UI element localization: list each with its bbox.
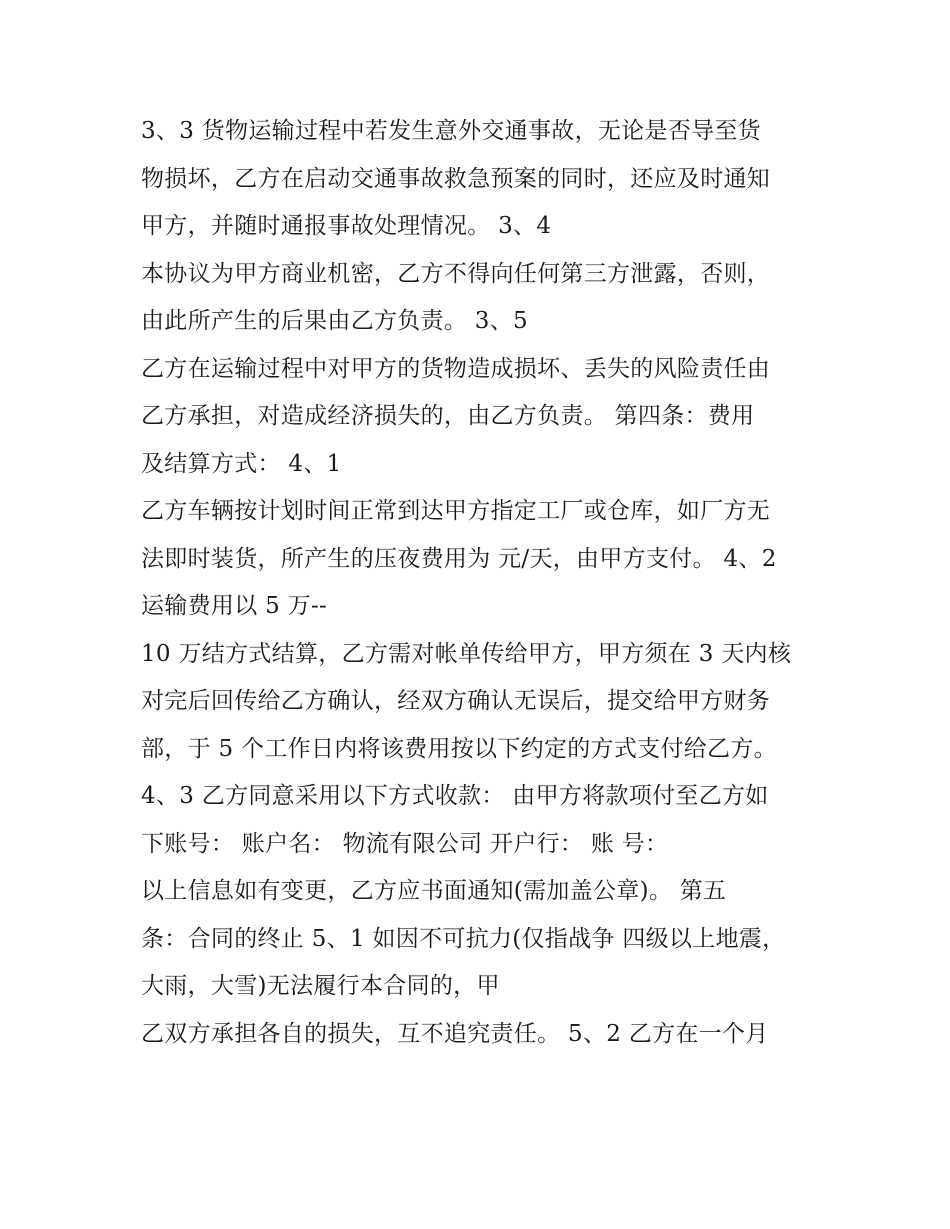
text-line: 对完后回传给乙方确认，经双方确认无误后，提交给甲方财务 (141, 688, 771, 714)
text-line: 乙双方承担各自的损失，互不追究责任。 5、2 乙方在一个月 (141, 1020, 769, 1047)
text-line: 4、3 乙方同意采用以下方式收款： 由甲方将款项付至乙方如 (141, 783, 769, 809)
text-line: 部，于 5 个工作日内将该费用按以下约定的方式支付给乙方。 (141, 735, 777, 762)
text-line: 运输费用以 5 万-- (141, 593, 328, 619)
text-line: 3、3 货物运输过程中若发生意外交通事故，无论是否导至货 (141, 118, 761, 144)
text-line: 乙方车辆按计划时间正常到达甲方指定工厂或仓库，如厂方无 (141, 498, 771, 524)
text-line: 物损坏，乙方在启动交通事故救急预案的同时，还应及时通知 (141, 165, 771, 192)
text-line: 大雨，大雪)无法履行本合同的，甲 (141, 973, 500, 999)
text-line: 以上信息如有变更，乙方应书面通知(需加盖公章)。 第五 (141, 878, 727, 904)
text-line: 下账号： 账户名： 物流有限公司 开户行： 账 号： (141, 830, 669, 857)
text-line: 及结算方式： 4、1 (141, 450, 342, 477)
contract-body-text (141, 108, 821, 1058)
text-line: 乙方在运输过程中对甲方的货物造成损坏、丢失的风险责任由 (141, 355, 771, 382)
text-line: 甲方，并随时通报事故处理情况。 3、4 (141, 213, 552, 239)
text-line: 本协议为甲方商业机密，乙方不得向任何第三方泄露，否则， (141, 260, 771, 287)
text-line: 10 万结方式结算，乙方需对帐单传给甲方，甲方须在 3 天内核 (141, 640, 792, 667)
text-line: 由此所产生的后果由乙方负责。 3、5 (141, 308, 528, 334)
text-line: 乙方承担，对造成经济损失的，由乙方负责。 第四条：费用 (141, 403, 755, 429)
text-line: 条：合同的终止 5、1 如因不可抗力(仅指战争 四级以上地震， (141, 925, 786, 952)
text-line: 法即时装货，所产生的压夜费用为 元/天，由甲方支付。 4、2 (141, 545, 777, 572)
